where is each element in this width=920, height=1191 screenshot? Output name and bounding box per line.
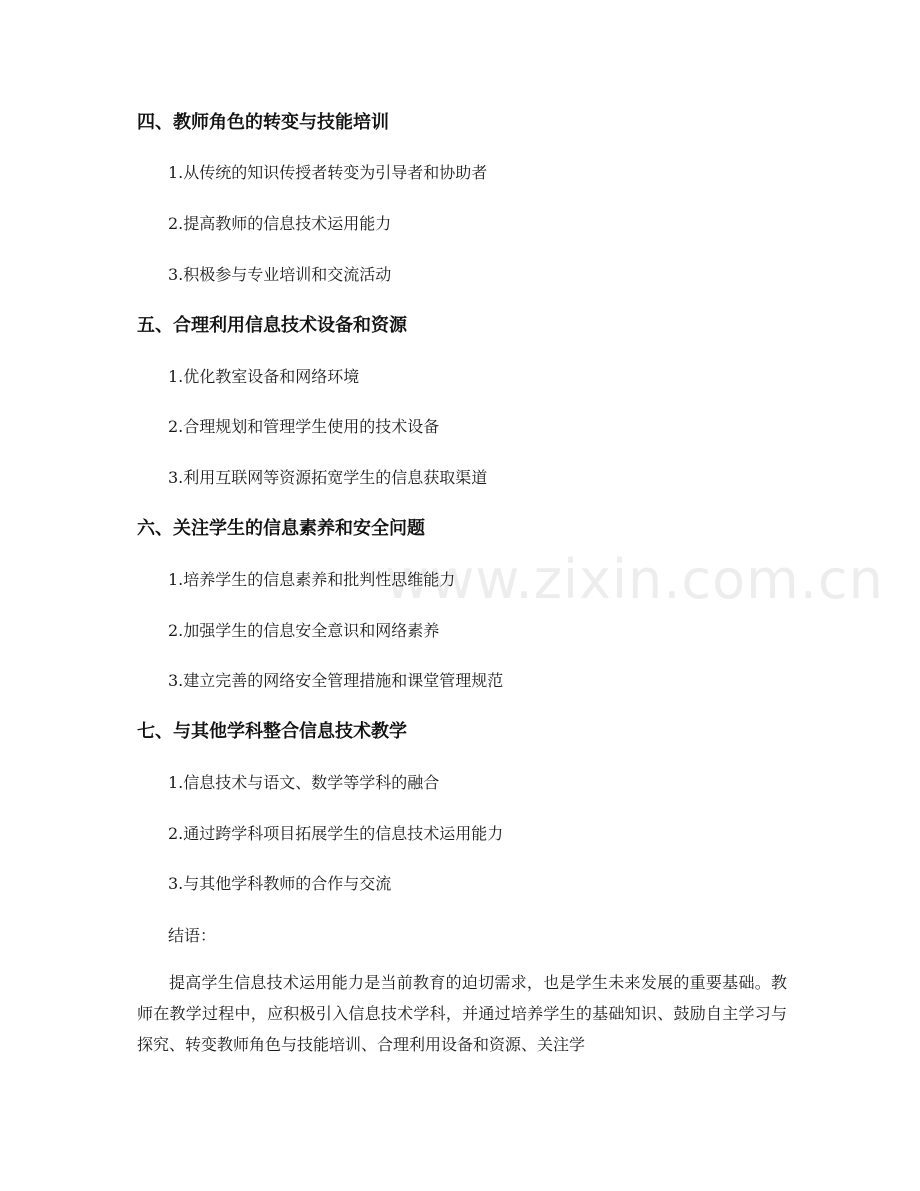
section-5-item-2: 2.合理规划和管理学生使用的技术设备 bbox=[168, 417, 440, 436]
watermark: www.zixin.com.cn bbox=[385, 548, 884, 611]
section-4-item-3: 3.积极参与专业培训和交流活动 bbox=[168, 265, 392, 284]
section-heading-7: 七、与其他学科整合信息技术教学 bbox=[137, 721, 407, 742]
section-6-item-3: 3.建立完善的网络安全管理措施和课堂管理规范 bbox=[168, 671, 504, 690]
section-7-item-3: 3.与其他学科教师的合作与交流 bbox=[168, 874, 392, 893]
section-heading-5: 五、合理利用信息技术设备和资源 bbox=[137, 315, 407, 336]
section-7-item-1: 1.信息技术与语文、数学等学科的融合 bbox=[168, 773, 440, 792]
section-7-item-2: 2.通过跨学科项目拓展学生的信息技术运用能力 bbox=[168, 824, 504, 843]
section-4-item-1: 1.从传统的知识传授者转变为引导者和协助者 bbox=[168, 163, 488, 182]
section-heading-6: 六、关注学生的信息素养和安全问题 bbox=[137, 518, 425, 539]
section-6-item-2: 2.加强学生的信息安全意识和网络素养 bbox=[168, 621, 440, 640]
section-5-item-1: 1.优化教室设备和网络环境 bbox=[168, 367, 360, 386]
section-6-item-1: 1.培养学生的信息素养和批判性思维能力 bbox=[168, 570, 456, 589]
section-4-item-2: 2.提高教师的信息技术运用能力 bbox=[168, 214, 392, 233]
conclusion-paragraph: 提高学生信息技术运用能力是当前教育的迫切需求，也是学生未来发展的重要基础。教师在教学过程中，应积极引入信息技术学科，并通过培养学生的基础知识、鼓励自主学习与探究、转变教师角色与技能培训、合理利用设备和资源、关注学 bbox=[137, 973, 787, 1054]
section-heading-4: 四、教师角色的转变与技能培训 bbox=[137, 112, 389, 133]
conclusion-label: 结语： bbox=[168, 926, 217, 945]
section-5-item-3: 3.利用互联网等资源拓宽学生的信息获取渠道 bbox=[168, 468, 488, 487]
